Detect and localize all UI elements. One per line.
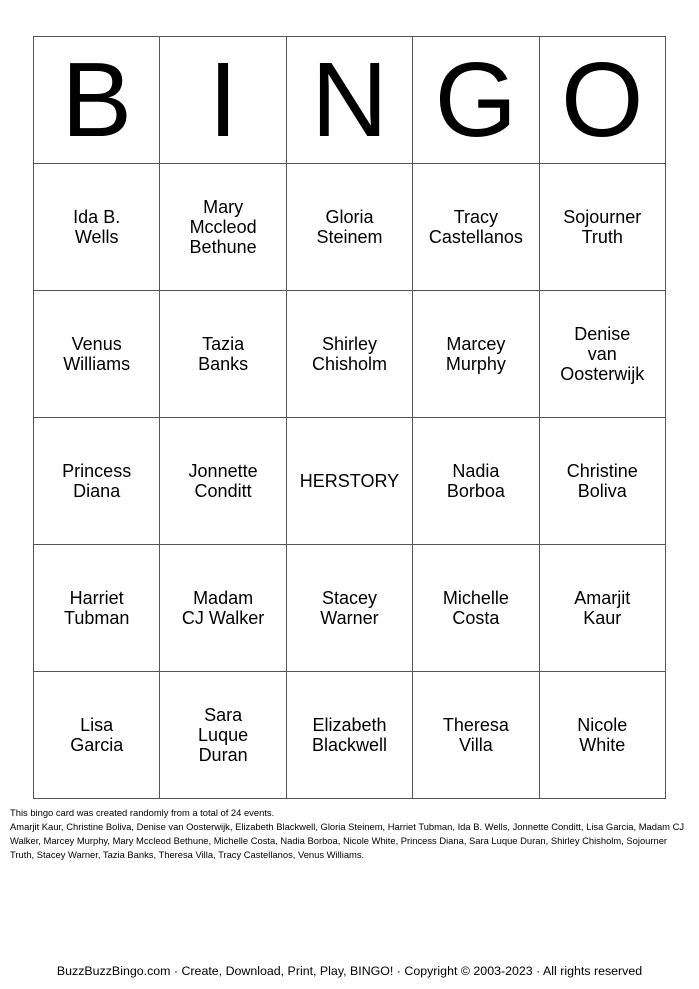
cell-text: Gloria Steinem (316, 207, 383, 247)
bingo-cell (160, 672, 286, 799)
cell-text: Michelle Costa (442, 588, 509, 628)
bingo-cell (413, 164, 539, 291)
bingo-cell (34, 672, 160, 799)
cell-text: Marcey Murphy (445, 334, 506, 374)
bingo-cell (413, 545, 539, 672)
cell-text: Stacey Warner (320, 588, 379, 628)
bingo-cell (160, 291, 286, 418)
footer-copyright: BuzzBuzzBingo.com · Create, Download, Print, Play, BINGO! · Copyright © 2003-2023 · All rights reserved (56, 964, 643, 978)
card-row (34, 164, 666, 291)
header-letter-o: O (539, 37, 665, 164)
bingo-cell (286, 545, 412, 672)
cell-text: Harriet Tubman (64, 588, 130, 628)
cell-text: Amarjit Kaur (574, 588, 631, 628)
cell-text: Theresa Villa (442, 715, 509, 755)
cell-text: Elizabeth Blackwell (311, 715, 387, 755)
free-space-text: HERSTORY (299, 471, 400, 491)
bingo-cell (160, 545, 286, 672)
bingo-cell (539, 545, 665, 672)
bingo-cell (34, 291, 160, 418)
bingo-card (33, 36, 666, 799)
cell-text: Nicole White (577, 715, 628, 755)
cell-text: Tracy Castellanos (428, 207, 523, 247)
card-row (34, 418, 666, 545)
cell-text: Denise van Oosterwijk (560, 324, 645, 384)
bingo-cell (413, 418, 539, 545)
cell-text: Nadia Borboa (446, 461, 505, 501)
card-row (34, 545, 666, 672)
bingo-cell (286, 164, 412, 291)
bingo-cell (34, 164, 160, 291)
bingo-cell (539, 164, 665, 291)
bingo-cell (160, 418, 286, 545)
cell-text: Mary Mccleod Bethune (189, 197, 257, 257)
bingo-cell (539, 672, 665, 799)
cell-text: Madam CJ Walker (181, 588, 265, 628)
bingo-cell (413, 291, 539, 418)
cell-text: Christine Boliva (566, 461, 638, 501)
bingo-cell (34, 418, 160, 545)
cell-text: Jonnette Conditt (188, 461, 258, 501)
card-notes (10, 806, 690, 862)
bingo-cell (539, 291, 665, 418)
header-letter-n: N (286, 37, 412, 164)
cell-text: Venus Williams (63, 334, 131, 374)
header-letter-b: B (34, 37, 160, 164)
bingo-cell (160, 164, 286, 291)
free-space-cell (286, 418, 412, 545)
notes-summary: This bingo card was created randomly from a total of 24 events. (10, 807, 275, 818)
bingo-cell (286, 672, 412, 799)
bingo-cell (286, 291, 412, 418)
cell-text: Tazia Banks (198, 334, 249, 374)
header-row (34, 37, 666, 164)
cell-text: Lisa Garcia (70, 715, 124, 755)
header-letter-i: I (160, 37, 286, 164)
cell-text: Ida B. Wells (73, 207, 121, 247)
card-row (34, 672, 666, 799)
bingo-cell (539, 418, 665, 545)
bingo-cell (34, 545, 160, 672)
cell-text: Sara Luque Duran (198, 705, 249, 765)
card-row (34, 291, 666, 418)
cell-text: Shirley Chisholm (311, 334, 387, 374)
cell-text: Sojourner Truth (563, 207, 642, 247)
notes-event-list: Amarjit Kaur, Christine Boliva, Denise van Oosterwijk, Elizabeth Blackwell, Gloria Steinem, Harriet Tubman, Ida B. Wells, Jonnette Conditt, Lisa Garcia, Madam CJ Walker, Marcey Murphy, Mary Mccleod Bethune, Michelle Costa, Nadia Borboa, Nicole White, Princess Diana, Sara Luque Duran, Shirley Chisholm, Sojourner Truth, Stacey Warner, Tazia Banks, Theresa Villa, Tracy Castellanos, Venus Williams. (10, 821, 685, 860)
bingo-cell (413, 672, 539, 799)
header-letter-g: G (413, 37, 539, 164)
cell-text: Princess Diana (62, 461, 132, 501)
